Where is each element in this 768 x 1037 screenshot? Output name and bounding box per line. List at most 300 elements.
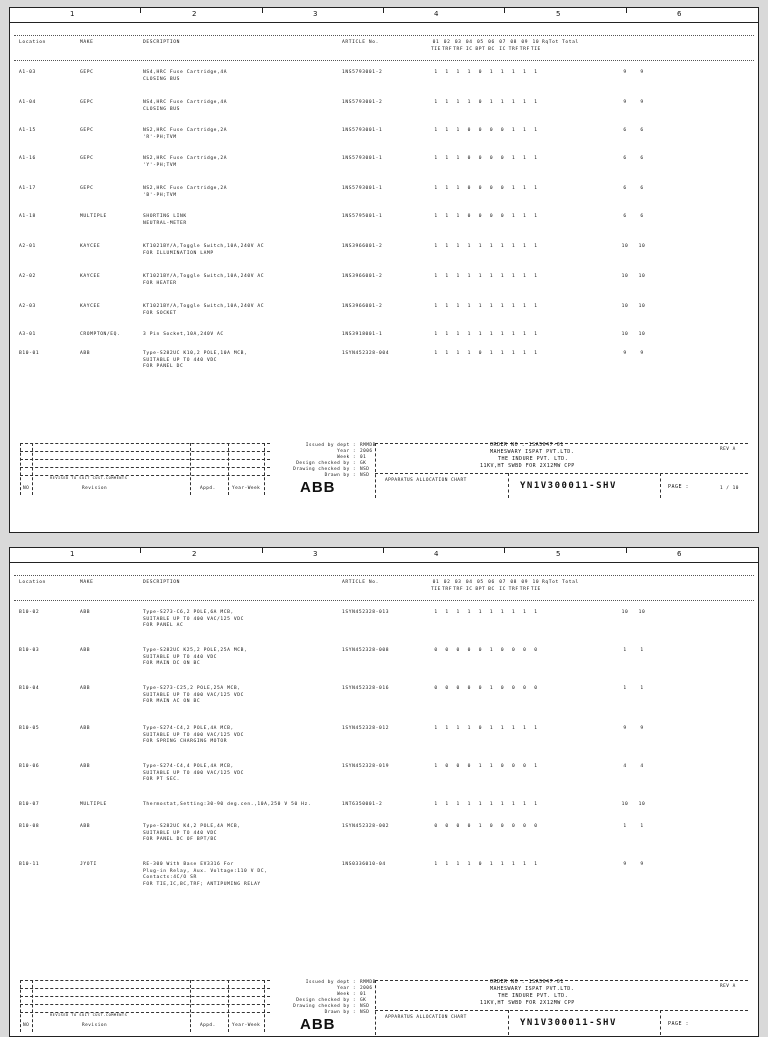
row-qty: 1 [489,274,494,279]
title-value: 2006 [360,449,373,454]
title-label: Year : [337,986,356,991]
row-qty: 1 [523,70,527,75]
row-qty: 0 [434,686,438,691]
cubicle-type: TRF [519,46,530,52]
row-rqtot: 10 [621,610,629,615]
description-line: Type-S274-C4,2 POLE,4A MCB, [143,726,234,731]
description-line: Type-S273-C6,2 POLE,6A MCB, [143,610,234,615]
row-qty: 0 [478,186,483,191]
description-line: FOR PANEL DC OF BPT/BC [143,837,218,842]
cubicle-number: 09 [521,40,529,45]
row-qty: 0 [489,186,494,191]
page-label: PAGE : [668,1021,690,1027]
description-line: 'R'-PH;TVM [143,134,177,140]
row-qty: 1 [534,764,538,769]
row-qty: 1 [523,610,527,615]
row-qty: 1 [478,764,483,769]
cubicle-number: 10 [532,580,540,585]
row-qty: 1 [456,214,460,219]
row-qty: 0 [445,686,449,691]
row-make: KAYCEE [80,304,101,309]
row-qty: 1 [478,610,483,615]
row-qty: 0 [489,156,494,161]
row-qty: 1 [456,128,460,133]
row-location: A1-16 [19,156,36,161]
row-qty: 1 [523,304,527,309]
row-qty: 1 [534,351,538,356]
column-number: 2 [192,550,197,558]
row-qty: 1 [512,274,516,279]
title-block-rule [20,1004,270,1005]
row-make: ABB [80,610,91,615]
row-qty: 1 [467,304,471,309]
label-appd: Appd. [200,486,216,491]
header-bottom-rule [14,60,754,61]
row-qty: 1 [489,70,494,75]
cubicle-type: TIE [430,46,442,52]
row-qty: 0 [534,686,538,691]
title-block-rule [375,473,748,474]
description-line: Contacts:4C/O SR [143,875,197,880]
header-cubicle [529,40,543,53]
description-line: SHORTING LINK [143,214,187,219]
row-qty: 0 [467,764,471,769]
title-block-divider [375,443,376,498]
row-qty: 0 [467,156,471,161]
column-number: 3 [313,550,318,558]
revision-label: REV A [720,447,736,452]
row-article: 1NS0336010-04 [342,862,386,867]
title-block-divider [228,980,229,1032]
row-total: 1 [640,686,644,691]
row-qty: 1 [456,100,460,105]
contractor-name: THE INDURE PVT. LTD. [498,456,569,462]
row-qty: 1 [534,100,538,105]
row-rqtot: 10 [621,244,629,249]
row-article: 1NS5793001-2 [342,100,383,105]
column-tick [140,8,141,13]
row-qty: 1 [445,351,449,356]
title-value: NSD [360,1010,370,1015]
title-block-rule [20,451,270,452]
row-location: A1-17 [19,186,36,191]
row-qty: 1 [534,274,538,279]
row-qty: 1 [434,351,438,356]
row-qty: 1 [445,726,449,731]
row-rqtot: 10 [621,274,629,279]
description-line: SUITABLE UP TO 440 VDC [143,357,218,363]
row-qty: 1 [534,726,538,731]
row-article: 1NS3966001-2 [342,244,383,249]
cubicle-type: TRF [453,46,464,52]
title-block-divider [190,443,191,495]
row-description [143,764,244,784]
row-qty: 1 [445,128,449,133]
row-make: KAYCEE [80,244,101,249]
label-year-week: Year-Week [232,486,261,491]
row-location: A1-18 [19,214,36,219]
row-qty: 1 [534,156,538,161]
cubicle-type: TRF [442,586,453,592]
row-qty: 0 [534,648,538,653]
row-article: 1SYN452328-019 [342,764,390,769]
header-top-rule [14,575,754,576]
row-qty: 0 [512,824,516,829]
cubicle-number: 05 [477,40,484,45]
title-label: Issued by dept : [305,443,356,448]
row-qty: 1 [523,862,527,867]
project-name: 11KV,HT SWBD FOR 2X12MW CPP [480,463,575,469]
row-qty: 0 [467,186,471,191]
client-name: MAHESWARY ISPAT PVT.LTD. [490,986,575,992]
row-description [143,610,244,630]
row-qty: 1 [434,862,438,867]
row-qty: 1 [434,726,438,731]
row-qty: 1 [434,70,438,75]
title-block-divider [660,473,661,498]
label-year-week: Year-Week [232,1023,261,1028]
row-qty: 0 [445,648,449,653]
row-make: GEPC [80,70,94,75]
row-qty: 1 [467,862,471,867]
row-qty: 1 [523,244,527,249]
title-block-rule [20,443,270,444]
row-rqtot: 4 [623,764,627,769]
title-value: 2006 [360,986,373,991]
row-rqtot: 10 [621,332,629,337]
description-line: Thermostat,Setting:30-90 deg.cen.,10A,250 V 50 Hz. [143,802,312,807]
row-qty: 1 [434,802,438,807]
title-label: Drawn by : [324,1010,356,1015]
row-total: 1 [640,824,644,829]
row-qty: 0 [500,156,505,161]
row-qty: 1 [456,862,460,867]
column-tick [626,8,627,13]
description-line: SUITABLE UP TO 400 VAC/125 VDC [143,770,244,776]
row-qty: 1 [489,764,494,769]
chart-title: APPARATUS ALLOCATION CHART [385,1015,467,1020]
row-description [143,244,264,257]
row-total: 10 [638,304,646,309]
title-label: Design checked by : [296,998,356,1003]
row-qty: 1 [445,186,449,191]
label-no: NO [23,1023,30,1028]
client-name: MAHESWARY ISPAT PVT.LTD. [490,449,575,455]
row-qty: 1 [523,214,527,219]
row-qty: 1 [489,648,494,653]
row-qty: 1 [500,274,505,279]
cubicle-number: 04 [465,40,473,45]
cubicle-type: BPT [475,46,486,52]
description-line: Type-S274-C4,4 POLE,4A MCB, [143,764,234,769]
row-qty: 1 [512,128,516,133]
row-qty: 0 [500,648,505,653]
cubicle-type: TIE [530,46,541,52]
row-make: ABB [80,351,91,356]
row-qty: 1 [534,610,538,615]
cubicle-number: 03 [454,40,462,45]
column-tick [504,548,505,553]
row-rqtot: 9 [623,726,627,731]
row-qty: 0 [534,824,538,829]
row-qty: 1 [500,862,505,867]
row-qty: 1 [489,686,494,691]
title-block-rule [20,980,270,981]
row-qty: 0 [478,648,483,653]
row-qty: 1 [489,244,494,249]
row-description [143,726,244,746]
description-line: 'B'-PH;TVM [143,192,177,198]
cubicle-number: 09 [521,580,529,585]
row-qty: 1 [478,824,483,829]
row-rqtot: 6 [623,156,627,161]
cubicle-type: TIE [530,586,541,592]
row-location: B10-07 [19,802,40,807]
cubicle-number: 01 [432,40,440,45]
contractor-name: THE INDURE PVT. LTD. [498,993,569,999]
row-qty: 1 [523,332,527,337]
row-make: ABB [80,726,91,731]
description-line: 'Y'-PH;TVM [143,162,177,168]
row-qty: 1 [456,802,460,807]
row-location: A3-01 [19,332,36,337]
row-qty: 1 [512,726,516,731]
title-block-rule [20,459,270,460]
row-rqtot: 9 [623,100,627,105]
row-qty: 1 [534,862,538,867]
column-tick [626,548,627,553]
title-label: Week : [337,992,356,997]
row-qty: 0 [434,824,438,829]
row-qty: 1 [500,100,505,105]
row-qty: 1 [445,244,449,249]
header-article: ARTICLE No. [342,580,380,585]
allocation-sheet-page-1 [9,7,759,533]
row-qty: 0 [500,214,505,219]
row-total: 9 [640,100,644,105]
cubicle-number: 08 [510,580,518,585]
row-qty: 1 [434,304,438,309]
order-number: ORDER NO : 1SA5047-01 [490,979,564,985]
row-rqtot: 6 [623,128,627,133]
row-qty: 0 [434,648,438,653]
cubicle-type: IC [465,586,473,592]
title-block-divider [660,1010,661,1035]
title-block-divider [190,980,191,1032]
description-line: RE-300 With Base EV3316 For [143,862,234,867]
row-qty: 1 [445,304,449,309]
row-qty: 1 [434,128,438,133]
row-qty: 1 [512,156,516,161]
row-qty: 1 [467,610,471,615]
row-qty: 1 [456,610,460,615]
row-qty: 1 [489,332,494,337]
row-qty: 1 [500,351,505,356]
order-number: ORDER NO : 1SA5047-01 [490,442,564,448]
row-qty: 1 [456,304,460,309]
title-value: GK [360,461,367,466]
row-qty: 0 [500,128,505,133]
row-qty: 0 [523,648,527,653]
row-make: ABB [80,686,91,691]
row-qty: 0 [500,824,505,829]
row-qty: 1 [456,186,460,191]
column-tick [504,8,505,13]
row-qty: 1 [512,186,516,191]
row-description [143,824,241,844]
cubicle-number: 02 [443,580,451,585]
title-block-divider [508,1010,509,1035]
column-number: 2 [192,10,197,18]
row-article: 1NS3966001-2 [342,274,383,279]
cubicle-type: TRF [519,586,530,592]
row-qty: 1 [434,764,438,769]
row-qty: 1 [467,802,471,807]
column-number: 5 [556,10,561,18]
description-line: Type-S282UC K10,2 POLE,10A MCB, [143,351,248,356]
column-tick [383,548,384,553]
row-qty: 0 [467,214,471,219]
row-qty: 1 [523,351,527,356]
description-line: KT1021BY/A,Toggle Switch,10A,240V AC [143,274,265,279]
row-qty: 0 [445,824,449,829]
cubicle-type: IC [465,46,473,52]
row-description [143,686,244,706]
row-total: 4 [640,764,644,769]
row-qty: 1 [523,100,527,105]
row-total: 10 [638,802,646,807]
description-line: 3 Pin Socket,10A,240V AC [143,332,224,337]
title-block-divider [264,443,265,495]
title-value: RMMDB [360,980,376,985]
title-block-rule [20,996,270,997]
row-qty: 1 [434,186,438,191]
row-qty: 1 [467,100,471,105]
row-qty: 0 [478,686,483,691]
row-article: 1SYN452328-004 [342,351,390,356]
row-location: A1-03 [19,70,36,75]
header-article: ARTICLE No. [342,40,380,45]
row-qty: 1 [512,802,516,807]
row-make: GEPC [80,100,94,105]
header-description: DESCRIPTION [143,40,181,45]
row-make: ABB [80,764,91,769]
header-location: Location [19,580,46,585]
row-qty: 0 [500,764,505,769]
row-qty: 1 [489,862,494,867]
row-qty: 0 [489,824,494,829]
row-qty: 0 [523,824,527,829]
row-qty: 0 [456,648,460,653]
description-line: KT1021BY/A,Toggle Switch,10A,240V AC [143,244,265,249]
row-qty: 1 [500,332,505,337]
description-line: FOR MAIN DC ON BC [143,661,201,666]
row-qty: 0 [456,764,460,769]
column-tick [262,548,263,553]
row-rqtot: 9 [623,862,627,867]
row-qty: 1 [534,128,538,133]
cubicle-type: BPT [475,586,486,592]
title-block-divider [32,980,33,1032]
description-line: NS4,HRC Fuse Cartridge,4A [143,100,228,105]
description-line: FOR MAIN AC ON BC [143,699,201,704]
row-total: 9 [640,351,644,356]
row-qty: 1 [445,100,449,105]
description-line: FOR HEATER [143,280,177,286]
row-qty: 1 [434,156,438,161]
row-make: GEPC [80,156,94,161]
row-qty: 1 [478,274,483,279]
row-qty: 0 [456,824,460,829]
row-total: 10 [638,274,646,279]
row-location: A2-02 [19,274,36,279]
description-line: CLOSING BUS [143,76,181,82]
row-qty: 1 [434,214,438,219]
row-article: 1SYN452328-016 [342,686,390,691]
cubicle-type: BC [488,46,495,52]
description-line: NEUTRAL-METER [143,220,187,226]
description-line: FOR TIE,IC,BC,TRF; ANTIPUMING RELAY [143,881,261,887]
label-no: NO [23,486,30,491]
row-qty: 1 [489,726,494,731]
cubicle-type: TRF [508,586,519,592]
row-qty: 1 [456,70,460,75]
row-qty: 1 [500,304,505,309]
row-total: 6 [640,128,644,133]
header-make: MAKE [80,40,94,45]
title-value: NSD [360,1004,370,1009]
row-qty: 1 [523,726,527,731]
row-description [143,100,227,113]
row-qty: 0 [478,351,483,356]
title-value: 01 [360,992,367,997]
title-label: Year : [337,449,356,454]
row-article: 1SYN452328-002 [342,824,390,829]
row-make: MULTIPLE [80,214,107,219]
row-make: GEPC [80,128,94,133]
row-qty: 0 [467,686,471,691]
row-qty: 1 [523,156,527,161]
row-qty: 1 [512,862,516,867]
description-line: SUITABLE UP TO 400 VAC/125 VDC [143,732,244,738]
description-line: FOR PANEL DC [143,364,184,369]
row-rqtot: 9 [623,70,627,75]
row-qty: 1 [478,332,483,337]
row-qty: 1 [489,304,494,309]
title-block-divider [228,443,229,495]
column-tick [383,8,384,13]
title-label: Design checked by : [296,461,356,466]
row-qty: 0 [478,156,483,161]
column-number: 5 [556,550,561,558]
row-qty: 1 [534,332,538,337]
row-article: 1SYN452328-012 [342,726,390,731]
row-rqtot: 9 [623,351,627,356]
title-block-rule [375,1010,748,1011]
row-qty: 1 [500,802,505,807]
title-block-divider [32,443,33,495]
row-qty: 0 [478,862,483,867]
row-qty: 1 [445,156,449,161]
header-location: Location [19,40,46,45]
header-top-rule [14,35,754,36]
row-qty: 1 [500,726,505,731]
row-article: 1SYN452328-008 [342,648,390,653]
header-description: DESCRIPTION [143,580,181,585]
revision-note: REVISED TO SUIT CUST.COMMENTS [50,1013,128,1017]
row-qty: 0 [500,186,505,191]
title-label: Issued by dept : [305,980,356,985]
